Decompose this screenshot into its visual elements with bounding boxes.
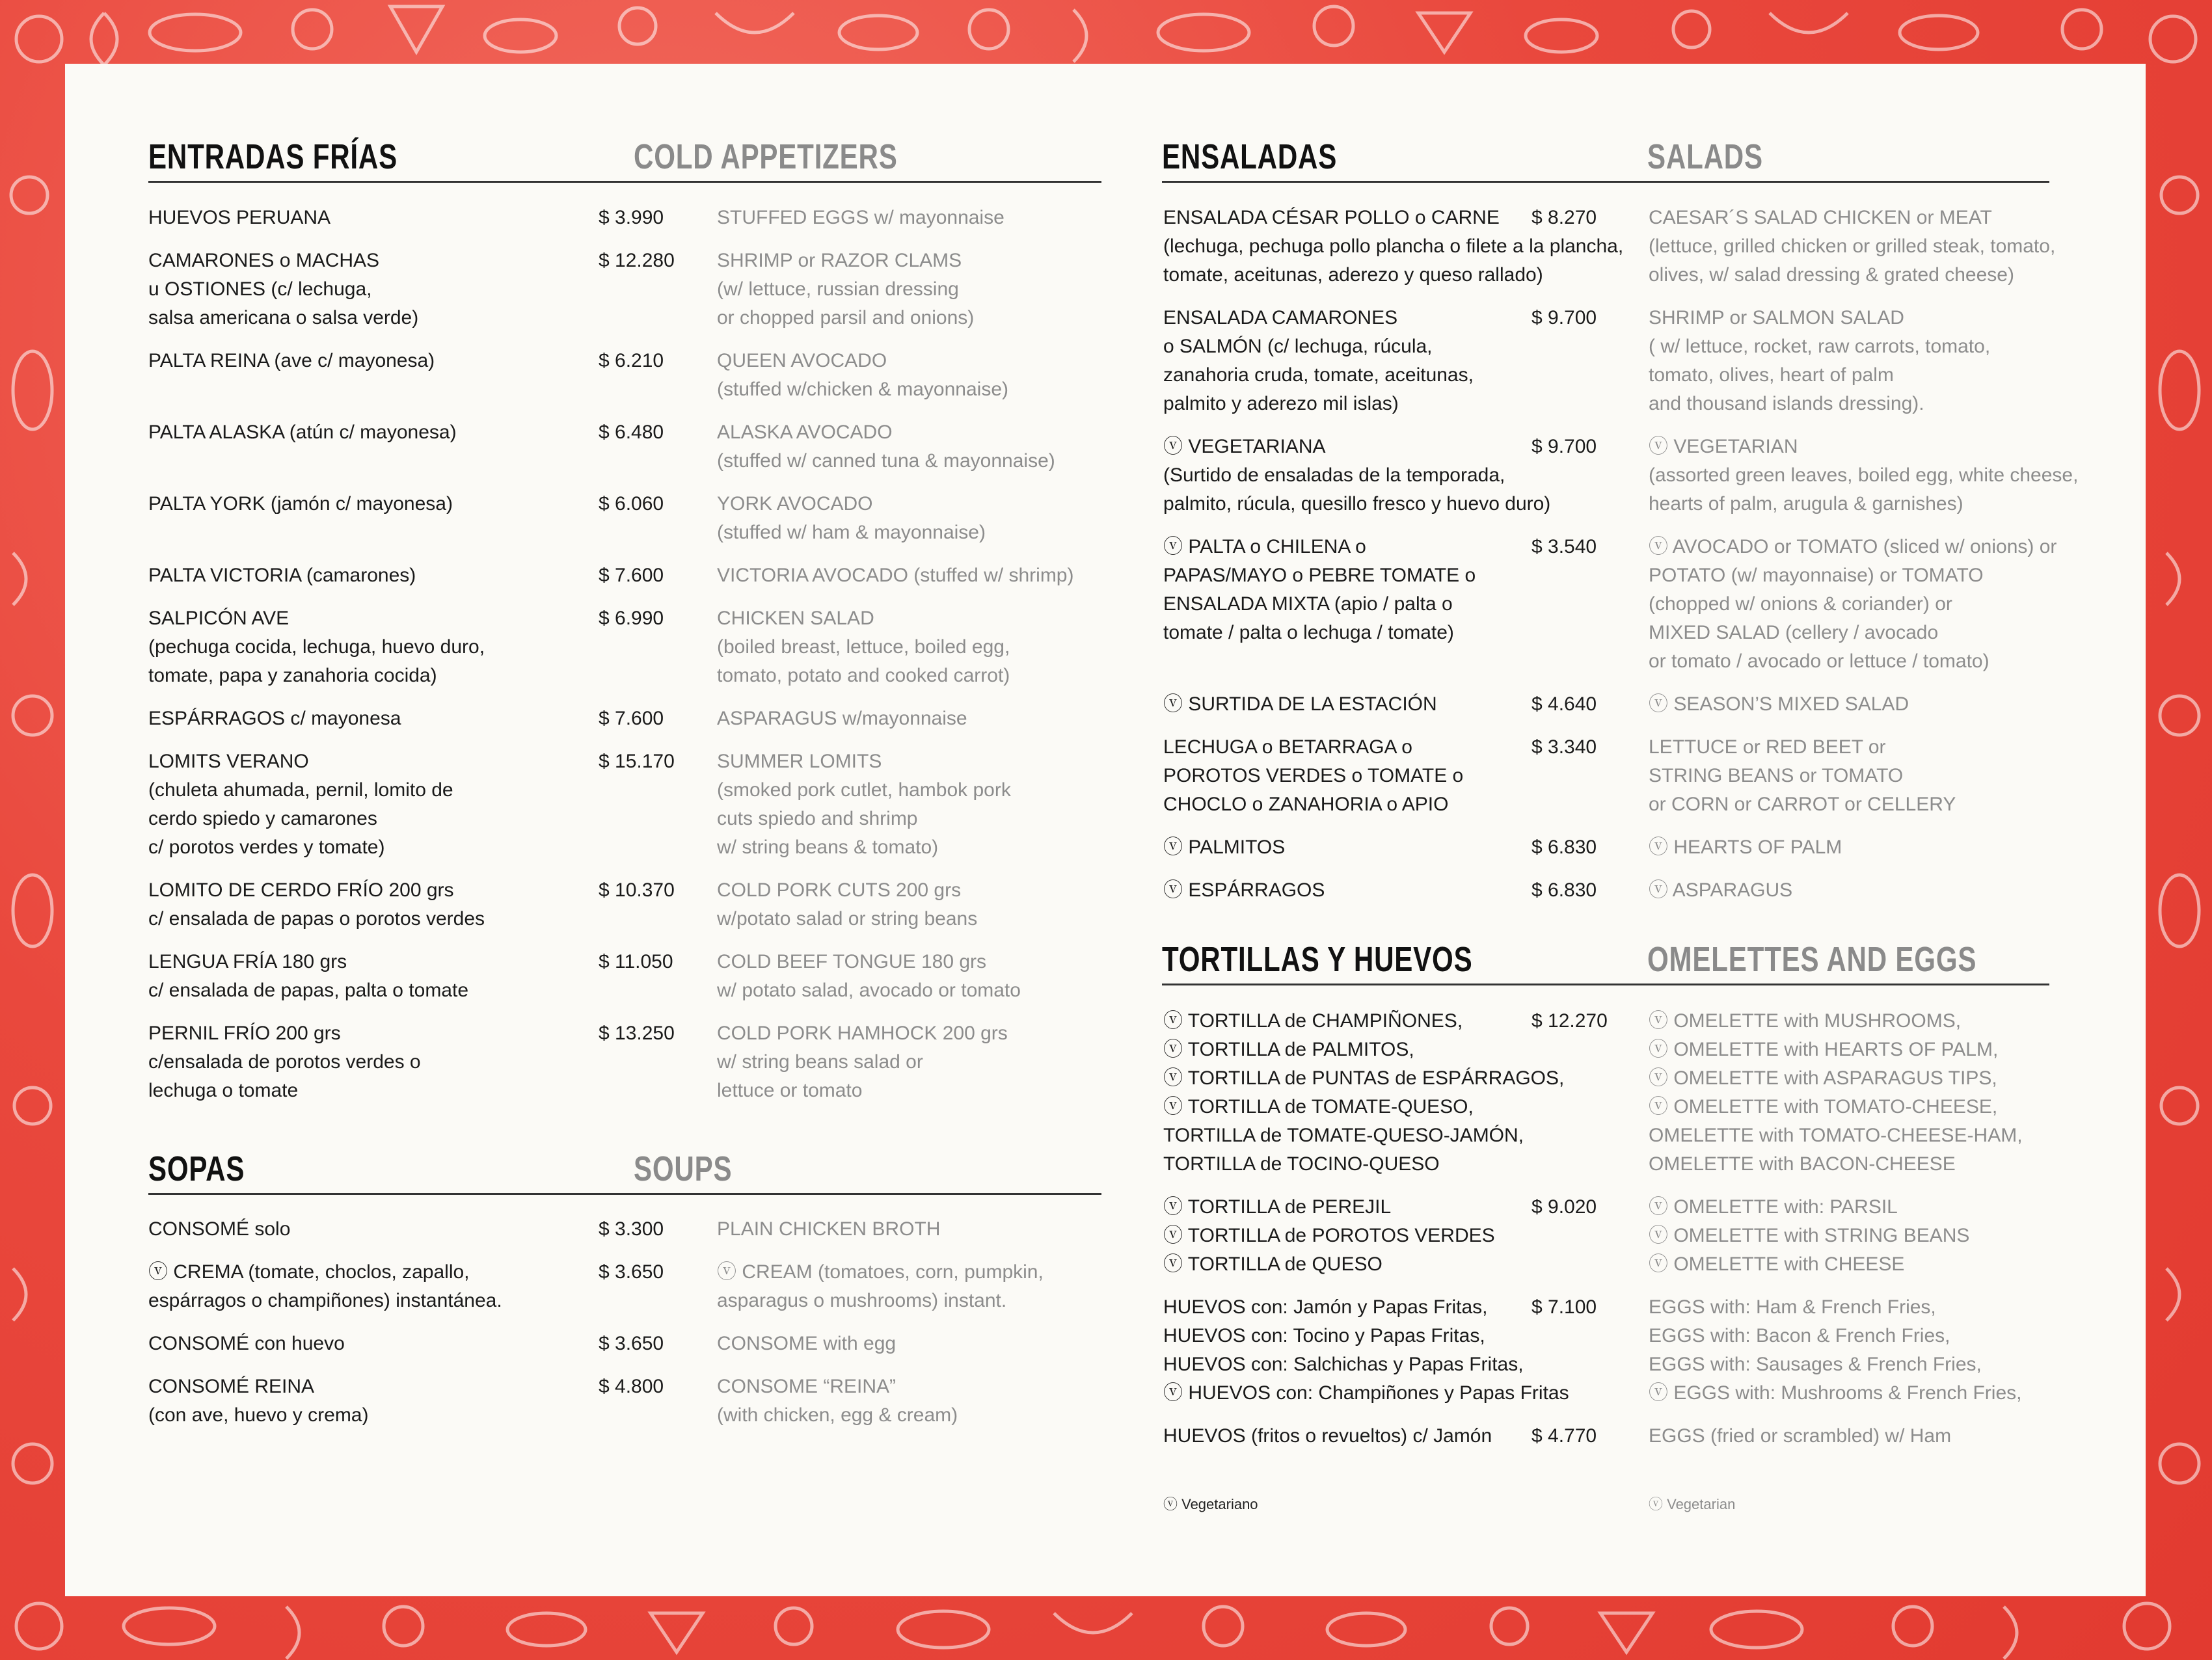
item-line-en: COLD PORK HAMHOCK 200 grs (717, 1023, 1008, 1044)
heading-en: OMELETTES AND EGGS (1647, 940, 1977, 979)
item-name-es (148, 948, 468, 1005)
item-line-en: (stuffed w/ canned tuna & mayonnaise) (717, 450, 1055, 472)
soups-heading (148, 1149, 1101, 1195)
item-line-en: ALASKA AVOCADO (717, 422, 893, 443)
item-line-es: zanahoria cruda, tomate, aceitunas, (1163, 364, 1474, 386)
item-name-es (148, 418, 457, 447)
item-line-es: (Surtido de ensaladas de la temporada, (1163, 464, 1505, 486)
item-line-es: PERNIL FRÍO 200 grs (148, 1023, 341, 1044)
item-line-es: ⓥ TORTILLA de CHAMPIÑONES, (1163, 1010, 1463, 1032)
item-line-en: ⓥ OMELETTE with: PARSIL (1649, 1196, 1898, 1218)
item-name-es (148, 604, 485, 690)
item-name-en (717, 490, 986, 547)
item-name-en (1649, 876, 1792, 905)
item-price: $ 15.170 (599, 751, 675, 772)
cold-appetizers-heading (148, 137, 1101, 183)
item-name-es (1163, 690, 1437, 719)
item-name-en (717, 704, 967, 733)
item-line-es: ENSALADA CAMARONES (1163, 307, 1398, 328)
item-name-en (717, 418, 1055, 475)
item-line-en: (lettuce, grilled chicken or grilled steak, tomato, (1649, 235, 2056, 257)
item-name-en (717, 747, 1011, 862)
item-line-es: palmito, rúcula, quesillo fresco y huevo duro) (1163, 493, 1551, 515)
item-line-es: ⓥ SURTIDA DE LA ESTACIÓN (1163, 693, 1437, 715)
item-line-es: ⓥ TORTILLA de PEREJIL (1163, 1196, 1392, 1218)
item-name-en (1649, 690, 1909, 719)
item-name-es (1163, 1422, 1492, 1451)
item-line-es: salsa americana o salsa verde) (148, 307, 419, 328)
item-line-en: OMELETTE with TOMATO-CHEESE-HAM, (1649, 1125, 2023, 1146)
item-line-es: (lechuga, pechuga pollo plancha o filete a la plancha, (1163, 235, 1624, 257)
item-name-en (717, 247, 974, 332)
item-price: $ 3.540 (1531, 536, 1597, 557)
item-line-es: CHOCLO o ZANAHORIA o APIO (1163, 794, 1449, 815)
item-price: $ 9.700 (1531, 307, 1597, 328)
item-line-en: MIXED SALAD (cellery / avocado (1649, 622, 1939, 643)
item-line-es: PALTA REINA (ave c/ mayonesa) (148, 350, 435, 371)
item-name-es (148, 561, 416, 590)
item-line-en: ⓥ OMELETTE with HEARTS OF PALM, (1649, 1039, 1999, 1060)
item-line-en: or chopped parsil and onions) (717, 307, 975, 328)
item-line-en: POTATO (w/ mayonnaise) or TOMATO (1649, 565, 1984, 586)
item-price: $ 6.830 (1531, 837, 1597, 858)
item-line-en: (stuffed w/ ham & mayonnaise) (717, 522, 986, 543)
item-price: $ 9.020 (1531, 1196, 1597, 1218)
item-price: $ 3.990 (599, 207, 664, 228)
item-line-es: cerdo spiedo y camarones (148, 808, 377, 829)
item-line-en: (stuffed w/chicken & mayonnaise) (717, 379, 1008, 400)
item-line-es: ⓥ ESPÁRRAGOS (1163, 879, 1325, 901)
item-name-en (717, 1258, 1044, 1315)
item-price: $ 4.800 (599, 1376, 664, 1397)
item-line-en: or CORN or CARROT or CELLERY (1649, 794, 1956, 815)
item-price: $ 4.770 (1531, 1425, 1597, 1447)
item-price: $ 8.270 (1531, 207, 1597, 228)
item-name-es (148, 876, 485, 933)
item-line-es: ENSALADA CÉSAR POLLO o CARNE (1163, 207, 1500, 228)
item-price: $ 7.100 (1531, 1296, 1597, 1318)
item-name-es (148, 1019, 421, 1105)
item-line-es: palmito y aderezo mil islas) (1163, 393, 1399, 414)
item-name-es (1163, 733, 1463, 819)
item-line-es: (chuleta ahumada, pernil, lomito de (148, 779, 453, 801)
item-line-en: (chopped w/ onions & coriander) or (1649, 593, 1952, 615)
item-line-en: olives, w/ salad dressing & grated cheese) (1649, 264, 2014, 286)
item-line-en: EGGS with: Sausages & French Fries, (1649, 1354, 1982, 1375)
item-name-en (717, 604, 1010, 690)
item-line-es: PALTA ALASKA (atún c/ mayonesa) (148, 422, 457, 443)
item-line-en: ⓥ HEARTS OF PALM (1649, 837, 1842, 858)
item-line-en: asparagus o mushrooms) instant. (717, 1290, 1007, 1311)
omelettes-heading (1162, 940, 2049, 985)
item-name-en (717, 876, 977, 933)
item-line-en: (smoked pork cutlet, hambok pork (717, 779, 1011, 801)
item-name-en (717, 1215, 940, 1244)
item-name-es (1163, 433, 1550, 518)
item-name-en (1649, 433, 2078, 518)
item-line-es: HUEVOS (fritos o revueltos) c/ Jamón (1163, 1425, 1492, 1447)
item-line-es: TORTILLA de TOMATE-QUESO-JAMÓN, (1163, 1125, 1524, 1146)
heading-es: ENTRADAS FRÍAS (148, 137, 398, 176)
item-price: $ 10.370 (599, 879, 675, 901)
vegetarian-legend-en: ⓥ Vegetarian (1649, 1496, 1736, 1512)
item-price: $ 11.050 (599, 951, 673, 972)
item-name-es (148, 204, 330, 232)
item-price: $ 7.600 (599, 565, 664, 586)
item-line-en: lettuce or tomato (717, 1080, 863, 1101)
item-line-es: ⓥ TORTILLA de PUNTAS de ESPÁRRAGOS, (1163, 1067, 1565, 1089)
item-line-es: u OSTIONES (c/ lechuga, (148, 278, 372, 300)
item-line-en: ⓥ OMELETTE with CHEESE (1649, 1253, 1905, 1275)
item-price: $ 6.210 (599, 350, 664, 371)
item-line-en: ⓥ OMELETTE with ASPARAGUS TIPS, (1649, 1067, 1997, 1089)
item-line-en: ⓥ CREAM (tomatoes, corn, pumpkin, (717, 1261, 1044, 1283)
item-line-es: ⓥ TORTILLA de PALMITOS, (1163, 1039, 1414, 1060)
item-line-en: ( w/ lettuce, rocket, raw carrots, tomato, (1649, 336, 1991, 357)
heading-es: ENSALADAS (1162, 137, 1338, 176)
item-name-es (1163, 1007, 1564, 1179)
item-line-en: tomato, potato and cooked carrot) (717, 665, 1010, 686)
item-line-en: CONSOME with egg (717, 1333, 897, 1354)
menu-paper (65, 64, 2146, 1596)
item-name-en (717, 1330, 896, 1358)
item-name-en (1649, 733, 1956, 819)
item-price: $ 4.640 (1531, 693, 1597, 715)
item-line-en: CONSOME “REINA” (717, 1376, 897, 1397)
item-line-en: PLAIN CHICKEN BROTH (717, 1218, 941, 1240)
item-line-es: (pechuga cocida, lechuga, huevo duro, (148, 636, 485, 658)
item-line-en: hearts of palm, arugula & garnishes) (1649, 493, 1963, 515)
item-line-en: ⓥ EGGS with: Mushrooms & French Fries, (1649, 1382, 2022, 1404)
item-name-es (148, 1330, 345, 1358)
item-line-en: ⓥ SEASON’S MIXED SALAD (1649, 693, 1909, 715)
item-line-es: TORTILLA de TOCINO-QUESO (1163, 1153, 1440, 1175)
item-price: $ 3.650 (599, 1333, 664, 1354)
item-price: $ 6.480 (599, 422, 664, 443)
item-line-en: ⓥ VEGETARIAN (1649, 436, 1798, 457)
item-name-es (1163, 833, 1285, 862)
item-line-en: (assorted green leaves, boiled egg, white cheese, (1649, 464, 2079, 486)
item-line-en: EGGS with: Ham & French Fries, (1649, 1296, 1936, 1318)
item-line-es: PAPAS/MAYO o PEBRE TOMATE o (1163, 565, 1476, 586)
item-line-en: EGGS (fried or scrambled) w/ Ham (1649, 1425, 1952, 1447)
item-line-es: ESPÁRRAGOS c/ mayonesa (148, 708, 401, 729)
item-line-es: LOMITS VERANO (148, 751, 309, 772)
item-line-es: tomate, papa y zanahoria cocida) (148, 665, 437, 686)
item-line-en: COLD BEEF TONGUE 180 grs (717, 951, 987, 972)
item-name-es (148, 347, 435, 375)
item-name-en (1649, 304, 1990, 418)
item-line-en: w/ string beans & tomato) (717, 837, 939, 858)
item-line-es: ⓥ PALTA o CHILENA o (1163, 536, 1366, 557)
heading-es: SOPAS (148, 1149, 245, 1188)
item-line-en: SHRIMP or RAZOR CLAMS (717, 250, 962, 271)
item-name-en (717, 204, 1005, 232)
item-price: $ 9.700 (1531, 436, 1597, 457)
item-line-en: VICTORIA AVOCADO (stuffed w/ shrimp) (717, 565, 1074, 586)
item-line-en: or tomato / avocado or lettuce / tomato) (1649, 650, 1989, 672)
item-line-en: LETTUCE or RED BEET or (1649, 736, 1886, 758)
item-name-en (1649, 1007, 2023, 1179)
item-line-en: ⓥ OMELETTE with TOMATO-CHEESE, (1649, 1096, 1998, 1118)
item-line-en: ⓥ OMELETTE with MUSHROOMS, (1649, 1010, 1962, 1032)
item-line-es: HUEVOS con: Jamón y Papas Fritas, (1163, 1296, 1488, 1318)
item-line-es: c/ ensalada de papas o porotos verdes (148, 908, 485, 930)
item-name-en (1649, 1293, 2021, 1408)
item-name-es (148, 247, 418, 332)
item-line-es: (con ave, huevo y crema) (148, 1404, 369, 1426)
item-name-es (1163, 1293, 1569, 1408)
item-line-es: ⓥ TORTILLA de QUESO (1163, 1253, 1382, 1275)
item-price: $ 12.270 (1531, 1010, 1608, 1032)
item-name-es (148, 490, 453, 518)
item-line-es: CONSOMÉ con huevo (148, 1333, 345, 1354)
item-line-en: w/potato salad or string beans (717, 908, 978, 930)
item-line-es: HUEVOS con: Tocino y Papas Fritas, (1163, 1325, 1485, 1346)
item-line-en: cuts spiedo and shrimp (717, 808, 918, 829)
item-line-en: CAESAR´S SALAD CHICKEN or MEAT (1649, 207, 1992, 228)
item-line-es: HUEVOS PERUANA (148, 207, 331, 228)
item-line-en: w/ potato salad, avocado or tomato (717, 980, 1021, 1001)
item-line-es: tomate, aceitunas, aderezo y queso rallado) (1163, 264, 1543, 286)
item-name-es (148, 747, 453, 862)
item-line-en: QUEEN AVOCADO (717, 350, 887, 371)
heading-en: COLD APPETIZERS (634, 137, 898, 176)
item-name-en (1649, 204, 2055, 289)
item-line-es: POROTOS VERDES o TOMATE o (1163, 765, 1464, 786)
item-line-en: (with chicken, egg & cream) (717, 1404, 958, 1426)
item-line-es: ⓥ TORTILLA de TOMATE-QUESO, (1163, 1096, 1474, 1118)
item-line-en: CHICKEN SALAD (717, 608, 874, 629)
item-line-es: c/ ensalada de papas, palta o tomate (148, 980, 469, 1001)
item-line-es: SALPICÓN AVE (148, 608, 290, 629)
item-name-es (148, 704, 401, 733)
item-line-en: (w/ lettuce, russian dressing (717, 278, 959, 300)
item-line-es: c/ensalada de porotos verdes o (148, 1051, 421, 1073)
item-name-en (1649, 833, 1842, 862)
item-line-es: PALTA YORK (jamón c/ mayonesa) (148, 493, 453, 515)
item-line-es: tomate / palta o lechuga / tomate) (1163, 622, 1454, 643)
item-line-es: PALTA VICTORIA (camarones) (148, 565, 416, 586)
item-name-en (1649, 1193, 1969, 1279)
item-line-es: ENSALADA MIXTA (apio / palta o (1163, 593, 1453, 615)
item-name-en (1649, 1422, 1951, 1451)
item-price: $ 6.990 (599, 608, 664, 629)
item-name-en (717, 561, 1073, 590)
item-line-es: HUEVOS con: Salchichas y Papas Fritas, (1163, 1354, 1524, 1375)
item-line-en: STRING BEANS or TOMATO (1649, 765, 1904, 786)
vegetarian-legend-es: ⓥ Vegetariano (1163, 1496, 1258, 1512)
item-line-en: w/ string beans salad or (717, 1051, 923, 1073)
item-name-es (1163, 304, 1474, 418)
item-name-es (1163, 533, 1476, 647)
item-price: $ 13.250 (599, 1023, 675, 1044)
heading-es: TORTILLAS Y HUEVOS (1162, 940, 1473, 979)
item-line-en: ASPARAGUS w/mayonnaise (717, 708, 967, 729)
item-name-es (1163, 876, 1325, 905)
item-line-es: CAMARONES o MACHAS (148, 250, 380, 271)
item-price: $ 12.280 (599, 250, 675, 271)
item-name-es (148, 1258, 502, 1315)
item-line-es: ⓥ VEGETARIANA (1163, 436, 1326, 457)
item-name-en (717, 1019, 1008, 1105)
item-name-es (1163, 1193, 1495, 1279)
item-line-es: CONSOMÉ solo (148, 1218, 291, 1240)
item-line-es: o SALMÓN (c/ lechuga, rúcula, (1163, 336, 1433, 357)
item-line-es: LECHUGA o BETARRAGA o (1163, 736, 1412, 758)
item-name-en (717, 948, 1021, 1005)
item-line-en: EGGS with: Bacon & French Fries, (1649, 1325, 1950, 1346)
item-line-en: COLD PORK CUTS 200 grs (717, 879, 962, 901)
item-line-en: ⓥ OMELETTE with STRING BEANS (1649, 1225, 1970, 1246)
item-name-en (1649, 533, 2057, 676)
heading-en: SOUPS (634, 1149, 733, 1188)
item-line-en: STUFFED EGGS w/ mayonnaise (717, 207, 1005, 228)
item-line-es: LOMITO DE CERDO FRÍO 200 grs (148, 879, 454, 901)
item-name-es (148, 1372, 368, 1430)
heading-en: SALADS (1647, 137, 1763, 176)
item-name-en (717, 347, 1008, 404)
item-line-es: ⓥ CREMA (tomate, choclos, zapallo, (148, 1261, 470, 1283)
item-line-es: ⓥ PALMITOS (1163, 837, 1286, 858)
item-name-en (717, 1372, 958, 1430)
item-line-en: ⓥ ASPARAGUS (1649, 879, 1793, 901)
item-line-es: LENGUA FRÍA 180 grs (148, 951, 347, 972)
item-line-es: c/ porotos verdes y tomate) (148, 837, 385, 858)
item-price: $ 6.060 (599, 493, 664, 515)
item-line-en: SUMMER LOMITS (717, 751, 882, 772)
item-line-es: ⓥ HUEVOS con: Champiñones y Papas Fritas (1163, 1382, 1569, 1404)
item-line-en: SHRIMP or SALMON SALAD (1649, 307, 1904, 328)
item-line-en: (boiled breast, lettuce, boiled egg, (717, 636, 1010, 658)
item-line-es: espárragos o champiñones) instantánea. (148, 1290, 502, 1311)
item-line-es: ⓥ TORTILLA de POROTOS VERDES (1163, 1225, 1495, 1246)
item-line-en: OMELETTE with BACON-CHEESE (1649, 1153, 1956, 1175)
item-line-en: YORK AVOCADO (717, 493, 873, 515)
salads-heading (1162, 137, 2049, 183)
item-line-en: and thousand islands dressing). (1649, 393, 1924, 414)
item-price: $ 3.340 (1531, 736, 1597, 758)
item-name-es (148, 1215, 290, 1244)
item-price: $ 3.300 (599, 1218, 664, 1240)
item-line-es: CONSOMÉ REINA (148, 1376, 315, 1397)
item-price: $ 7.600 (599, 708, 664, 729)
item-line-en: ⓥ AVOCADO or TOMATO (sliced w/ onions) or (1649, 536, 2057, 557)
item-line-es: lechuga o tomate (148, 1080, 299, 1101)
item-line-en: tomato, olives, heart of palm (1649, 364, 1894, 386)
item-price: $ 6.830 (1531, 879, 1597, 901)
item-price: $ 3.650 (599, 1261, 664, 1283)
